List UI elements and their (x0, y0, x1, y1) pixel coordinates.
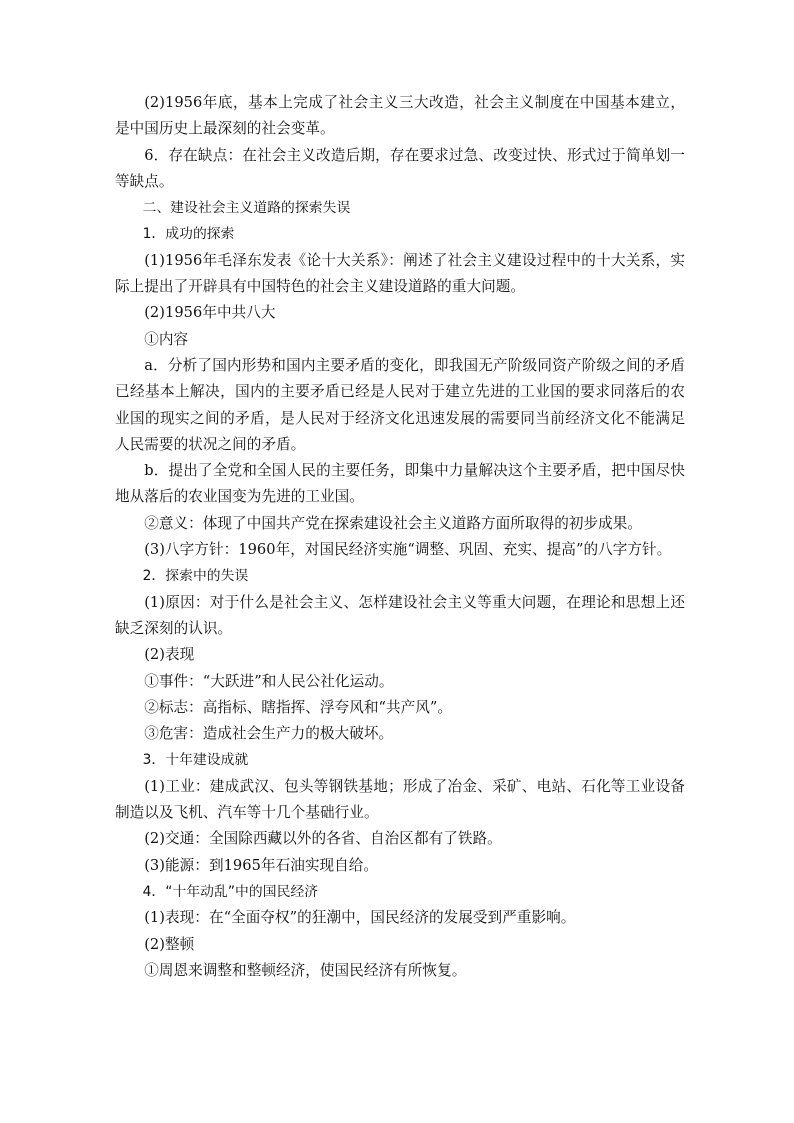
paragraph-events: ①事件：“大跃进”和人民公社化运动。 (144, 672, 394, 690)
paragraph-signs: ②标志：高指标、瞎指挥、浮夸风和“共产风”。 (144, 698, 453, 716)
paragraph-manifestation-label: (2)表现 (144, 646, 195, 664)
paragraph-eight-character-policy: (3)八字方针：1960年，对国民经济实施“调整、巩固、充实、提高”的八字方针。 (144, 541, 672, 559)
paragraph-turmoil-manifestation: (1)表现：在“全面夺权”的狂潮中，国民经济的发展受到严重影响。 (144, 909, 576, 927)
paragraph-ten-relations: (1)1956年毛泽东发表《论十大关系》：阐述了社会主义建设过程中的十大关系，实际上提出了开辟具有中国特色的社会主义建设道路的重大问题。 (115, 251, 685, 296)
paragraph-significance: ②意义：体现了中国共产党在探索建设社会主义道路方面所取得的初步成果。 (144, 514, 643, 532)
paragraph-transportation: (2)交通：全国除西藏以外的各省、自治区都有了铁路。 (144, 830, 502, 848)
paragraph-energy: (3)能源：到1965年石油实现自给。 (144, 856, 379, 874)
paragraph-shortcomings: 6．存在缺点：在社会主义改造后期，存在要求过急、改变过快、形式过于简单划一等缺点。 (115, 146, 685, 190)
subheading-exploration-mistakes: 2．探索中的失误 (142, 568, 249, 585)
document-body (115, 90, 685, 984)
paragraph-eighth-congress: (2)1956年中共八大 (144, 304, 276, 322)
paragraph-content-label: ①内容 (144, 330, 189, 348)
paragraph-main-contradiction: a．分析了国内形势和国内主要矛盾的变化，即我国无产阶级同资产阶级之间的矛盾已经基本上解决，国内的主要矛盾已经是人民对于建立先进的工业国的要求同落后的农业国的现实之间的矛盾，是人民对于经济文化迅速发展的需要同当前经济文化不能满足人民需要的状况之间的矛盾。 (115, 356, 685, 453)
subheading-economy-during-turmoil: 4．“十年动乱”中的国民经济 (142, 883, 319, 900)
paragraph-harm: ③危害：造成社会生产力的极大破坏。 (144, 725, 394, 743)
paragraph-industry: (1)工业：建成武汉、包头等钢铁基地；形成了冶金、采矿、电站、石化等工业设备制造以及飞机、汽车等十几个基础行业。 (115, 777, 685, 822)
section-heading-exploration-mistakes: 二、建设社会主义道路的探索失误 (142, 200, 351, 217)
paragraph-main-task: b．提出了全党和全国人民的主要任务，即集中力量解决这个主要矛盾，把中国尽快地从落后的农业国变为先进的工业国。 (115, 462, 685, 506)
subheading-successful-exploration: 1．成功的探索 (142, 226, 235, 243)
paragraph-zhou-enlai-adjustment: ①周恩来调整和整顿经济，使国民经济有所恢复。 (144, 961, 467, 979)
paragraph-rectification-label: (2)整顿 (144, 935, 195, 953)
paragraph-socialist-system-established: (2)1956年底，基本上完成了社会主义三大改造，社会主义制度在中国基本建立，是中国历史上最深刻的社会变革。 (115, 94, 685, 138)
paragraph-cause: (1)原因：对于什么是社会主义、怎样建设社会主义等重大问题，在理论和思想上还缺乏深刻的认识。 (115, 593, 685, 637)
subheading-ten-year-achievements: 3．十年建设成就 (142, 752, 249, 769)
